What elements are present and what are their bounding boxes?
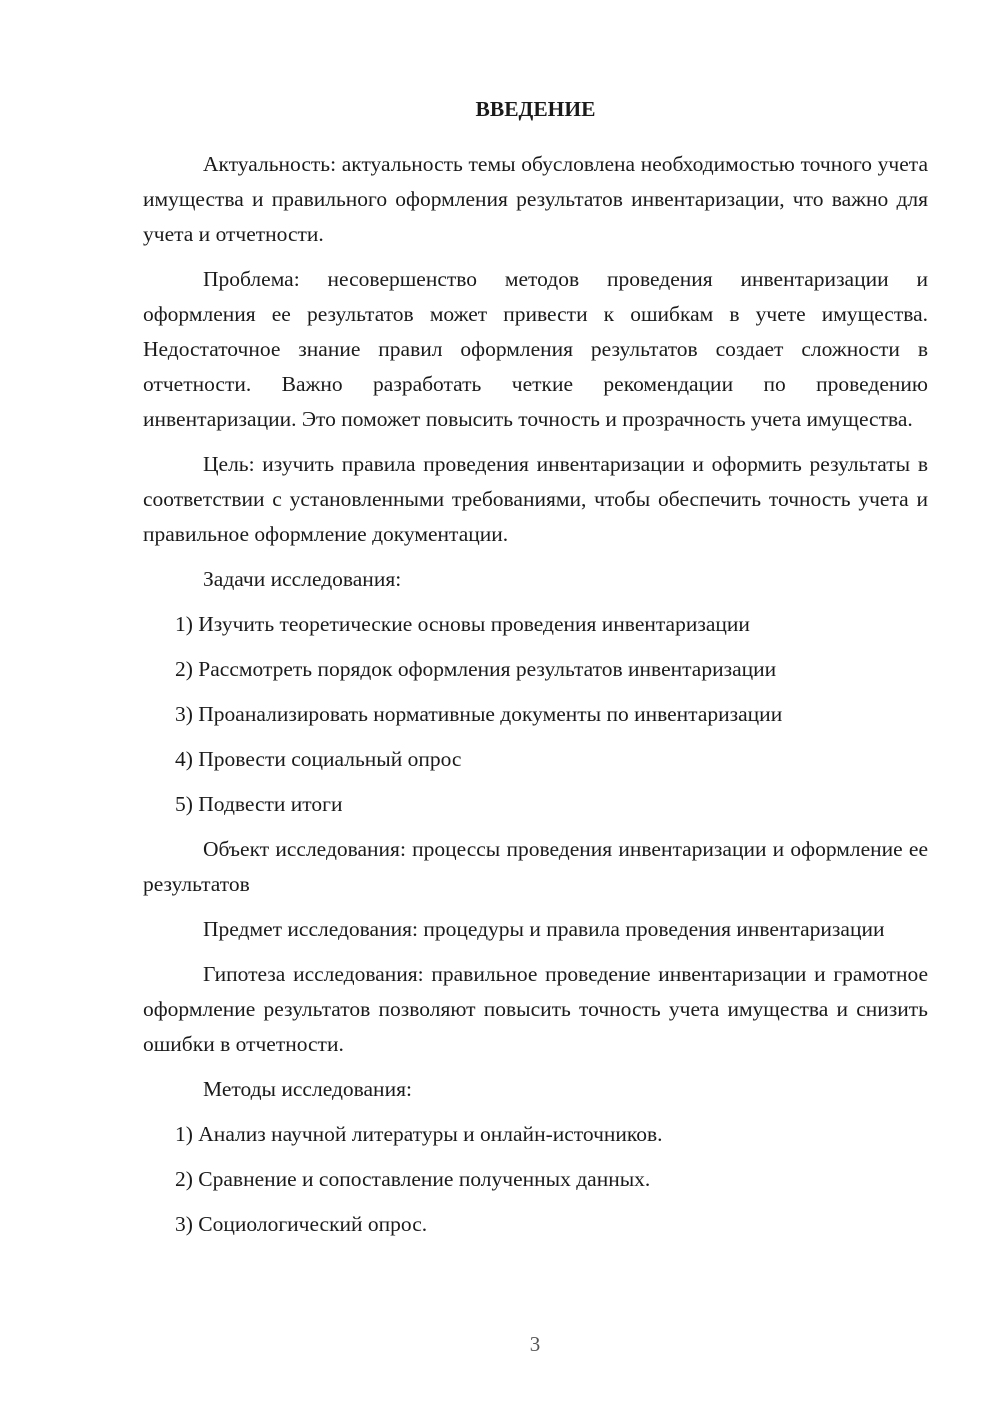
list-item: 1) Изучить теоретические основы проведения инвентаризации — [175, 612, 750, 636]
document-page — [143, 92, 928, 1252]
hypothesis-paragraph: Гипотеза исследования: правильное проведение инвентаризации и грамотное оформление результатов позволяют повысить точность учета имущества и снизить ошибки в отчетности. — [143, 962, 928, 1056]
page-number: 3 — [529, 1332, 541, 1356]
list-item: 1) Анализ научной литературы и онлайн-источников. — [175, 1122, 663, 1146]
methods-list — [143, 1117, 928, 1242]
list-item: 5) Подвести итоги — [175, 792, 343, 816]
document-title: ВВЕДЕНИЕ — [475, 97, 596, 121]
problem-paragraph: Проблема: несовершенство методов проведения инвентаризации и оформления ее результатов может привести к ошибкам в учете имущества. Недостаточное знание правил оформления результатов создает сложности в отчетности. Важно разработать четкие рекомендации по проведению инвентаризации. Это поможет повысить точность и прозрачность учета имущества. — [143, 267, 928, 431]
tasks-label: Задачи исследования: — [203, 567, 402, 591]
subject-paragraph: Предмет исследования: процедуры и правила проведения инвентаризации — [203, 917, 885, 941]
object-paragraph: Объект исследования: процессы проведения инвентаризации и оформление ее результатов — [143, 837, 928, 896]
relevance-paragraph: Актуальность: актуальность темы обусловлена необходимостью точного учета имущества и правильного оформления результатов инвентаризации, что важно для учета и отчетности. — [143, 152, 928, 246]
methods-label: Методы исследования: — [203, 1077, 412, 1101]
list-item: 3) Проанализировать нормативные документы по инвентаризации — [175, 702, 783, 726]
goal-paragraph: Цель: изучить правила проведения инвентаризации и оформить результаты в соответствии с установленными требованиями, чтобы обеспечить точность учета и правильное оформление документации. — [143, 452, 928, 546]
list-item: 3) Социологический опрос. — [175, 1212, 428, 1236]
list-item: 2) Рассмотреть порядок оформления результатов инвентаризации — [175, 657, 777, 681]
tasks-list — [143, 607, 928, 822]
list-item: 4) Провести социальный опрос — [175, 747, 462, 771]
list-item: 2) Сравнение и сопоставление полученных данных. — [175, 1167, 651, 1191]
